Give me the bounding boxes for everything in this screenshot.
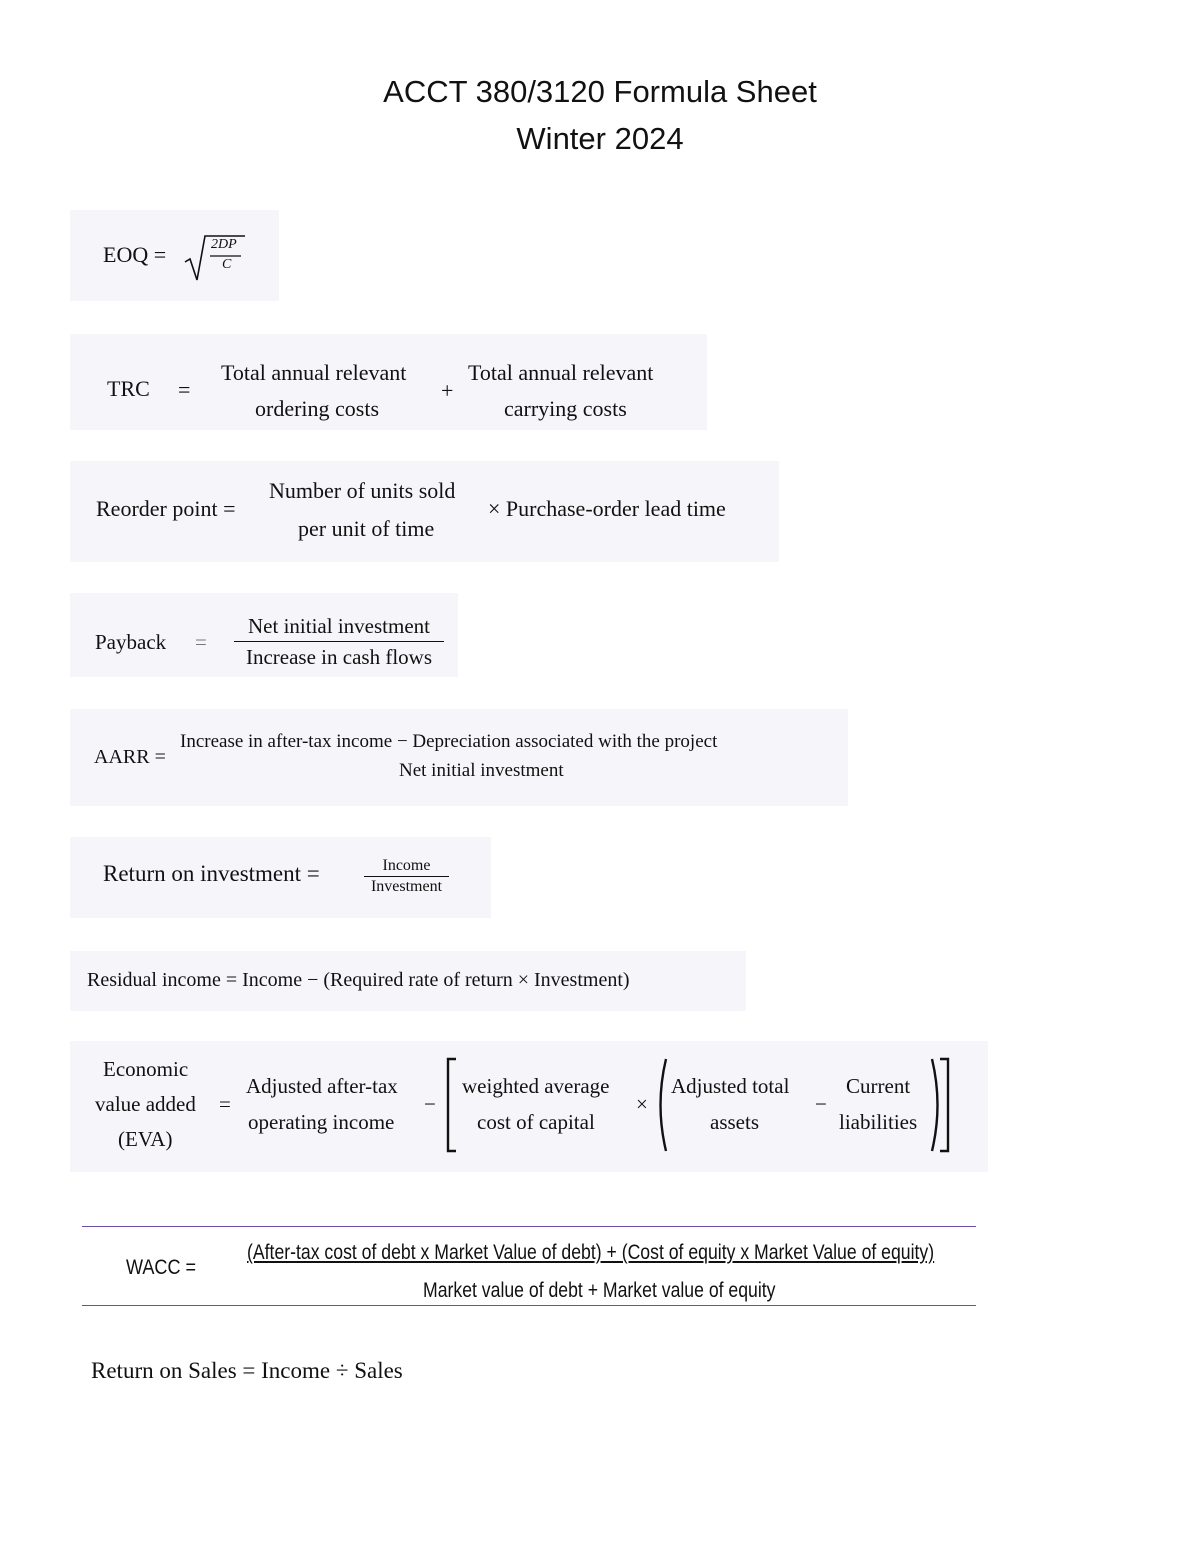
roi-denominator: Investment xyxy=(370,878,443,895)
eva-minus1: − xyxy=(424,1092,436,1116)
trc-formula xyxy=(70,334,707,430)
residual-text: Residual income = Income − (Required rate of return × Investment) xyxy=(87,969,630,991)
reorder-rhs: × Purchase-order lead time xyxy=(488,496,726,521)
residual-income-formula xyxy=(70,951,746,1011)
eva-term2-bottom: cost of capital xyxy=(477,1110,595,1134)
trc-term1-top: Total annual relevant xyxy=(221,360,407,385)
page-title: ACCT 380/3120 Formula Sheet xyxy=(383,74,817,109)
payback-lhs: Payback xyxy=(95,630,167,654)
aarr-lhs: AARR = xyxy=(94,746,166,768)
wacc-top-rule xyxy=(82,1226,976,1227)
roi-lhs: Return on investment = xyxy=(103,861,320,886)
eva-times: × xyxy=(636,1092,648,1116)
payback-numerator: Net initial investment xyxy=(248,614,430,638)
eoq-formula xyxy=(70,210,279,301)
eva-lhs-line1: Economic xyxy=(103,1057,189,1081)
payback-formula xyxy=(70,593,458,677)
aarr-numerator: Increase in after-tax income − Depreciation associated with the project xyxy=(180,731,718,752)
eva-term4-top: Current xyxy=(846,1074,911,1098)
wacc-numerator: (After-tax cost of debt x Market Value of debt) + (Cost of equity x Market Value of equity) xyxy=(247,1241,935,1264)
eoq-numerator: 2DP xyxy=(211,237,237,252)
payback-denominator: Increase in cash flows xyxy=(245,645,432,669)
page-subtitle: Winter 2024 xyxy=(516,121,684,156)
trc-term2-top: Total annual relevant xyxy=(468,360,654,385)
reorder-denominator: per unit of time xyxy=(298,516,435,541)
reorder-numerator: Number of units sold xyxy=(269,478,456,503)
payback-equals: = xyxy=(195,630,207,654)
trc-term1-bottom: ordering costs xyxy=(255,396,380,421)
roi-fraction xyxy=(364,857,449,896)
wacc-denominator: Market value of debt + Market value of equity xyxy=(423,1279,776,1302)
return-on-sales-formula: Return on Sales = Income ÷ Sales xyxy=(91,1358,403,1383)
right-square-bracket-icon xyxy=(938,1057,952,1153)
left-paren-icon xyxy=(654,1057,668,1153)
eva-term3-top: Adjusted total xyxy=(671,1074,790,1098)
wacc-formula xyxy=(82,1226,976,1307)
eva-term1-top: Adjusted after-tax xyxy=(246,1074,398,1098)
eva-equals: = xyxy=(219,1092,231,1116)
eva-minus2: − xyxy=(815,1092,827,1116)
aarr-formula xyxy=(70,709,848,806)
reorder-lhs: Reorder point = xyxy=(96,496,236,521)
roi-formula xyxy=(70,837,491,918)
eva-term3-bottom: assets xyxy=(710,1110,759,1134)
reorder-point-formula xyxy=(70,461,779,562)
eva-lhs-line2: value added xyxy=(95,1092,196,1116)
eoq-denominator: C xyxy=(222,257,232,272)
trc-term2-bottom: carrying costs xyxy=(504,396,627,421)
eva-formula xyxy=(70,1041,988,1172)
eoq-lhs: EOQ = xyxy=(103,242,167,267)
trc-equals: = xyxy=(178,377,191,402)
eva-term1-bottom: operating income xyxy=(248,1110,395,1134)
left-square-bracket-icon xyxy=(444,1057,458,1153)
roi-numerator: Income xyxy=(382,857,431,874)
trc-lhs: TRC xyxy=(107,376,150,401)
eva-lhs-line3: (EVA) xyxy=(118,1127,173,1151)
wacc-lhs: WACC = xyxy=(126,1256,197,1279)
wacc-bottom-rule xyxy=(82,1305,976,1306)
eva-term4-bottom: liabilities xyxy=(839,1110,918,1134)
payback-fraction xyxy=(234,614,444,670)
aarr-denominator: Net initial investment xyxy=(399,760,564,781)
eva-term2-top: weighted average xyxy=(462,1074,610,1098)
trc-plus: + xyxy=(441,378,454,403)
